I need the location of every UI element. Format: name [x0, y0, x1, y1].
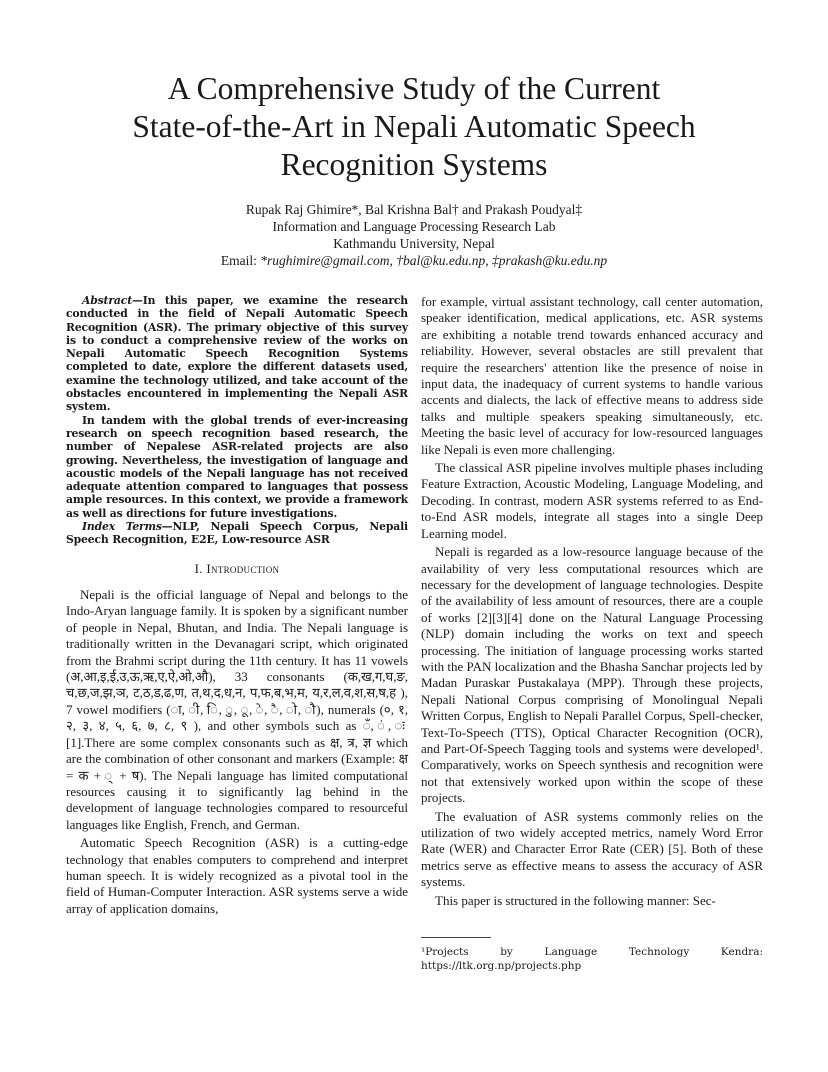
author-emails — [90, 252, 738, 269]
abstract-text-1: —In this paper, we examine the research conducted in the field of Nepali Automatic Speech Recognition (ASR). The primary objective of this survey is to conduct a comprehensive review of the works on Nepali Automatic Speech Recognition Systems completed to date, explore the different datasets used, examine the technology utilized, and take account of the obstacles encountered in implementing the Nepali ASR system. — [66, 294, 408, 414]
footnote-text: ¹Projects by Language Technology Kendra: — [421, 946, 763, 958]
abstract — [66, 294, 408, 547]
title-line-3: Recognition Systems — [280, 147, 548, 182]
email-3[interactable]: ‡prakash@ku.edu.np — [491, 253, 608, 268]
author-lab: Information and Language Processing Research Lab — [272, 219, 556, 234]
intro-right-body — [421, 294, 763, 909]
author-names: Rupak Raj Ghimire*, Bal Krishna Bal† and Prakash Poudyal‡ — [245, 202, 583, 217]
intro-paragraph-7: This paper is structured in the following manner: Sec- — [435, 892, 716, 908]
index-terms — [66, 520, 408, 547]
email-2[interactable]: †bal@ku.edu.np, — [396, 253, 489, 268]
title-line-1: A Comprehensive Study of the Current — [167, 71, 661, 106]
paper-title — [90, 70, 738, 184]
section-heading: I. Introduction — [194, 560, 280, 576]
index-terms-text: —NLP, Nepali Speech Corpus, Nepali Speech Recognition, E2E, Low-resource ASR — [66, 520, 408, 547]
abstract-label: Abstract — [82, 294, 133, 307]
footnote-rule — [421, 937, 491, 938]
email-label: Email: — [220, 253, 257, 268]
index-terms-label: Index Terms — [82, 520, 162, 534]
intro-paragraph-5: Nepali is regarded as a low-resource language because of the availability of very less computational resources which are necessary for the development of language technologies. Despite of the availability of less amount of resources, there are a couple of works [2][3][4] done on the Natural Language Processing (NLP) domain including the works on text and speech processing. The initiation of language processing works started with the PAN localization and the Bhasha Sanchar projects led by Madan Puraskar Pustakalaya (MPP). Through these projects, Nepali National Corpus comprising of Monolingual Nepali Written Corpus, English to Nepali Parallel Corpus, Spell-checker, Text-To-Speech (TTS), Optical Character Recognition (OCR), and Part-Of-Speech Tagging tools and systems were developed¹. Comparatively, works on Speech synthesis and recognition were not that extensively worked upon within the scope of these projects. — [421, 544, 763, 806]
footnote — [421, 945, 763, 973]
title-line-2: State-of-the-Art in Nepali Automatic Speech — [132, 109, 696, 144]
author-block — [90, 201, 738, 269]
intro-paragraph-2: Automatic Speech Recognition (ASR) is a cutting-edge technology that enables computers to comprehend and interpret human speech. It is widely recognized as a pivotal tool in the field of Human-Computer Interaction. ASR systems serve a wide array of application domains, — [66, 835, 408, 916]
author-university: Kathmandu University, Nepal — [333, 236, 495, 251]
intro-left-body — [66, 587, 408, 917]
intro-paragraph-3: for example, virtual assistant technology, call center automation, speaker identification, medical applications, etc. ASR systems are exhibiting a notable trend towards enhanced accuracy and reliability. However, several obstacles are still prevalent that require the researchers' attention like the presence of noise in input data, the inadequacy of current systems to handle various accents and dialects, the lack of effective means to address side talks and multiple speakers speaking simultaneously, etc. Meeting the basic level of accuracy for low-resourced languages like Nepali is even more challenging. — [421, 294, 763, 457]
right-column — [421, 294, 763, 911]
email-1[interactable]: *rughimire@gmail.com, — [260, 253, 393, 268]
left-column — [66, 294, 408, 919]
intro-paragraph-4: The classical ASR pipeline involves multiple phases including Feature Extraction, Acoustic Modeling, Language Modeling, and Decoding. In contrast, modern ASR systems referred to as End-to-End ASR models, integrate all stages into a single Deep Learning model. — [421, 460, 763, 541]
footnote-url[interactable]: https://ltk.org.np/projects.php — [421, 960, 582, 972]
intro-paragraph-1: Nepali is the official language of Nepal and belongs to the Indo-Aryan language family. It is spoken by a significant number of people in Nepal, Bhutan, and India. The Nepali language is traditionally written in the Devanagari script, which originated from the Brahmi script during the 11th century. It has 11 vowels (अ,आ,इ,ई,उ,ऊ,ऋ,ए,ऐ,ओ,औ), 33 consonants (क,ख,ग,घ,ङ, च,छ,ज,झ,ञ, ट,ठ,ड,ढ,ण, त,थ,द,ध,न, प,फ,ब,भ,म, य,र,ल,व,श,स,ष,ह ), 7 vowel modifiers (ा, ी, ि, ु, ू, े, ै, ो, ौ), numerals (०, १, २, ३, ४, ५, ६, ७, ८, ९ ), and other symbols such as ँ, ं, ः [1].There are some complex consonants such as क्ष, त्र, ज्ञ which are the combination of other consonant and markers (Example: क्ष = क + ् + ष). The Nepali language has limited computational resources causing it to significantly lag behind in the development of language technologies compared to resourceful languages like English, French, and German. — [66, 587, 408, 832]
abstract-paragraph-1 — [66, 294, 408, 414]
intro-paragraph-6: The evaluation of ASR systems commonly relies on the utilization of two widely accepted metrics, namely Word Error Rate (WER) and Character Error Rate (CER) [5]. Both of these metrics serve as effective means to assess the accuracy of ASR systems. — [421, 808, 763, 890]
abstract-paragraph-2: In tandem with the global trends of ever-increasing research on speech recognition based research, the number of Nepalese ASR-related projects are also growing. Nevertheless, the investigation of language and acoustic models of the Nepali language has not received adequate attention compared to languages that possess ample resources. In this context, we provide a framework as well as directions for future investigations. — [66, 413, 408, 520]
